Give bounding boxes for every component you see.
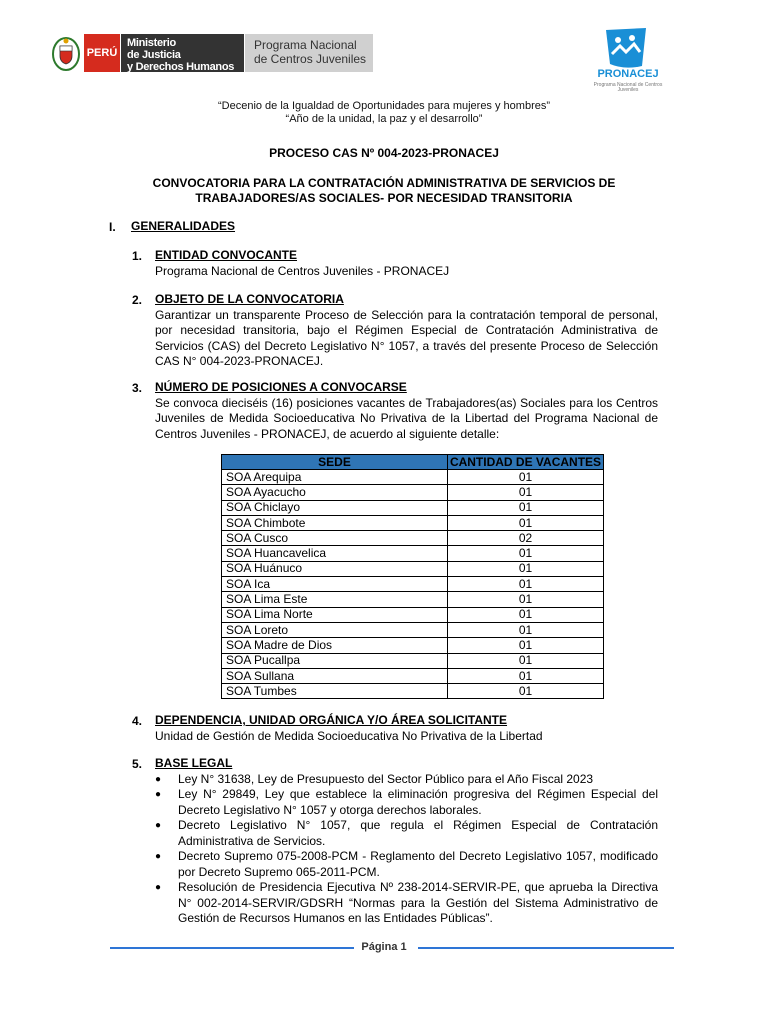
item-4-title: DEPENDENCIA, UNIDAD ORGÁNICA Y/O ÁREA SOLICITANTE <box>155 713 508 727</box>
sede-cell: SOA Lima Norte <box>222 607 448 622</box>
sede-cell: SOA Loreto <box>222 622 448 637</box>
cantidad-cell: 01 <box>448 500 604 515</box>
table-header-cantidad: CANTIDAD DE VACANTES <box>448 455 604 470</box>
ministry-label <box>121 34 244 72</box>
page-header <box>0 0 768 100</box>
cantidad-cell: 01 <box>448 577 604 592</box>
bullet-icon: ● <box>155 820 162 831</box>
sede-cell: SOA Ica <box>222 577 448 592</box>
table-header-sede: SEDE <box>222 455 448 470</box>
cantidad-cell: 01 <box>448 470 604 485</box>
table-row <box>222 684 604 699</box>
vacancies-table <box>221 454 604 699</box>
table-row <box>222 577 604 592</box>
cantidad-cell: 01 <box>448 668 604 683</box>
cantidad-cell: 01 <box>448 561 604 576</box>
cantidad-cell: 01 <box>448 546 604 561</box>
table-row <box>222 607 604 622</box>
sede-cell: SOA Madre de Dios <box>222 638 448 653</box>
convocatoria-title-line-2: TRABAJADORES/AS SOCIALES- POR NECESIDAD TRANSITORIA <box>195 191 573 205</box>
item-4-number: 4. <box>132 714 143 728</box>
ministry-line-3: y Derechos Humanos <box>127 61 235 73</box>
sede-cell: SOA Chiclayo <box>222 500 448 515</box>
item-5-number: 5. <box>132 757 143 771</box>
peru-coat-of-arms-icon <box>52 36 80 72</box>
table-row <box>222 653 604 668</box>
bullet-icon: ● <box>155 789 162 800</box>
list-item-text: Ley N° 29849, Ley que establece la eliminación progresiva del Régimen Especial del Decreto Legislativo N° 1057 y otorga derechos laborales. <box>178 787 658 817</box>
legal-basis-list <box>155 772 658 927</box>
sede-cell: SOA Huánuco <box>222 561 448 576</box>
sede-cell: SOA Cusco <box>222 531 448 546</box>
program-line-2: de Centros Juveniles <box>254 52 367 66</box>
item-3-text: Se convoca dieciséis (16) posiciones vacantes de Trabajadores(as) Sociales para los Centros Juveniles de Medida Socioeducativa No Privativa de la Libertad del Programa Nacional de Centros Juveniles - PRONACEJ, de acuerdo al siguiente detalle: <box>155 395 658 441</box>
proceso-title: PROCESO CAS Nº 004-2023-PRONACEJ <box>269 146 499 160</box>
cantidad-cell: 01 <box>448 607 604 622</box>
cantidad-cell: 01 <box>448 684 604 699</box>
sede-cell: SOA Sullana <box>222 668 448 683</box>
cantidad-cell: 01 <box>448 485 604 500</box>
item-1-number: 1. <box>132 249 143 263</box>
table-row <box>222 561 604 576</box>
table-header-row <box>222 455 604 470</box>
table-row <box>222 470 604 485</box>
sede-cell: SOA Chimbote <box>222 515 448 530</box>
table-row <box>222 500 604 515</box>
table-row <box>222 546 604 561</box>
bullet-icon: ● <box>155 882 162 893</box>
sede-cell: SOA Arequipa <box>222 470 448 485</box>
list-item-text: Decreto Supremo 075-2008-PCM - Reglamento del Decreto Legislativo 1057, modificado por Decreto Supremo 065-2011-PCM. <box>178 849 658 879</box>
list-item-text: Decreto Legislativo N° 1057, que regula el Régimen Especial de Contratación Administrativa de Servicios. <box>178 818 658 848</box>
section-title: GENERALIDADES <box>131 219 236 233</box>
table-row <box>222 638 604 653</box>
item-3 <box>155 380 658 442</box>
cantidad-cell: 02 <box>448 531 604 546</box>
cantidad-cell: 01 <box>448 622 604 637</box>
ministry-line-2: de Justicia <box>127 49 181 61</box>
list-item <box>155 849 658 880</box>
section-number: I. <box>109 220 116 234</box>
cantidad-cell: 01 <box>448 638 604 653</box>
item-5 <box>155 756 658 927</box>
list-item-text: Ley N° 31638, Ley de Presupuesto del Sector Público para el Año Fiscal 2023 <box>178 771 594 786</box>
cantidad-cell: 01 <box>448 653 604 668</box>
table-row <box>222 668 604 683</box>
list-item-text: Resolución de Presidencia Ejecutiva Nº 238-2014-SERVIR-PE, que aprueba la Directiva N° 002-2014-SERVIR/GDSRH “Normas para la Gestión del Sistema Administrativo de Gestión de Recursos Humanos en las Entidades Públicas”. <box>178 880 658 925</box>
page-number: Página 1 <box>361 941 407 953</box>
sede-cell: SOA Lima Este <box>222 592 448 607</box>
item-2-text: Garantizar un transparente Proceso de Selección para la contratación temporal de personal, por necesidad transitoria, bajo el Régimen Especial de Contratación Administrativa de Servicios (CAS) del Decreto Legislativo N° 1057, a través del presente Proceso de Selección CAS N° 004-2023-PRONACEJ. <box>155 307 658 368</box>
list-item <box>155 787 658 818</box>
ministry-line-1: Ministerio <box>127 37 176 49</box>
item-3-number: 3. <box>132 381 143 395</box>
list-item <box>155 818 658 849</box>
bullet-icon: ● <box>155 773 162 785</box>
decenio-text: “Decenio de la Igualdad de Oportunidades para mujeres y hombres” <box>217 100 551 112</box>
pronacej-logo-subtitle: Programa Nacional de Centros Juveniles <box>593 82 663 93</box>
sede-cell: SOA Ayacucho <box>222 485 448 500</box>
sede-cell: SOA Pucallpa <box>222 653 448 668</box>
item-5-title: BASE LEGAL <box>155 756 233 770</box>
program-line-1: Programa Nacional <box>254 38 357 52</box>
list-item <box>155 772 658 788</box>
cantidad-cell: 01 <box>448 515 604 530</box>
pronacej-logo-text: PRONACEJ <box>597 68 659 80</box>
item-2-number: 2. <box>132 293 143 307</box>
peru-label: PERÚ <box>84 34 120 72</box>
program-label <box>245 34 373 72</box>
bullet-icon: ● <box>155 851 162 862</box>
table-row <box>222 515 604 530</box>
list-item <box>155 880 658 927</box>
item-1-text: Programa Nacional de Centros Juveniles - PRONACEJ <box>155 263 450 278</box>
table-row <box>222 485 604 500</box>
table-row <box>222 531 604 546</box>
anio-text: “Año de la unidad, la paz y el desarrollo” <box>285 113 483 125</box>
cantidad-cell: 01 <box>448 592 604 607</box>
table-row <box>222 592 604 607</box>
item-3-title: NÚMERO DE POSICIONES A CONVOCARSE <box>155 380 407 394</box>
convocatoria-title-line-1: CONVOCATORIA PARA LA CONTRATACIÓN ADMINISTRATIVA DE SERVICIOS DE <box>152 176 616 190</box>
table-row <box>222 622 604 637</box>
item-4 <box>155 713 658 744</box>
item-1-title: ENTIDAD CONVOCANTE <box>155 248 298 262</box>
sede-cell: SOA Huancavelica <box>222 546 448 561</box>
sede-cell: SOA Tumbes <box>222 684 448 699</box>
item-2-title: OBJETO DE LA CONVOCATORIA <box>155 292 344 306</box>
item-2 <box>155 292 658 370</box>
item-1 <box>155 248 658 279</box>
item-4-text: Unidad de Gestión de Medida Socioeducativa No Privativa de la Libertad <box>155 728 543 743</box>
